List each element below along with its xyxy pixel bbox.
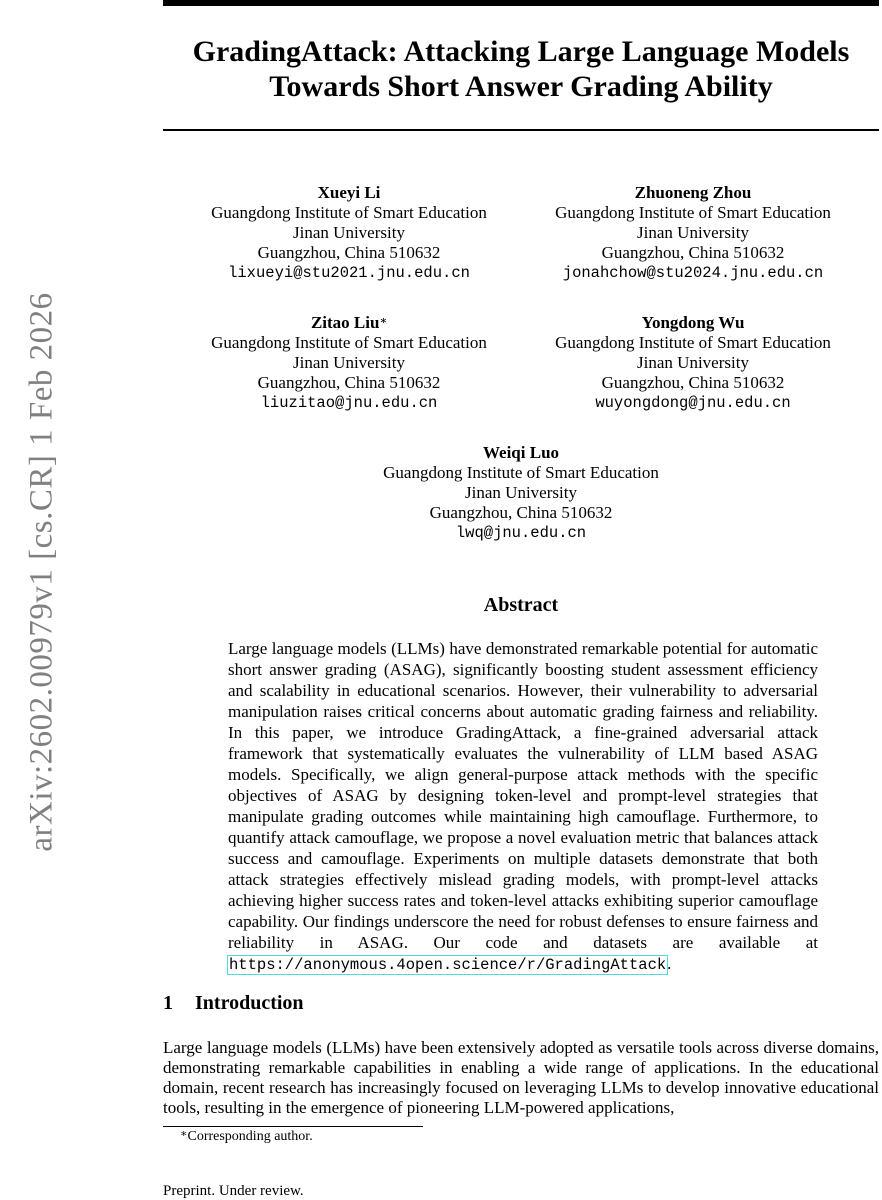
author-city: Guangzhou, China 510632: [601, 373, 785, 392]
author-institute: Guangdong Institute of Smart Education: [211, 203, 487, 222]
author-email: lixueyi@stu2021.jnu.edu.cn: [228, 264, 470, 282]
author-name: Zitao Liu: [310, 313, 380, 332]
author-city: Guangzhou, China 510632: [429, 503, 613, 522]
author-city: Guangzhou, China 510632: [257, 243, 441, 262]
footnote: [180, 1129, 313, 1145]
author-institute: Guangdong Institute of Smart Education: [383, 463, 659, 482]
author-institute: Guangdong Institute of Smart Education: [211, 333, 487, 352]
author-email: liuzitao@jnu.edu.cn: [260, 394, 438, 412]
author-email: wuyongdong@jnu.edu.cn: [595, 394, 791, 412]
author-name: Weiqi Luo: [482, 443, 560, 462]
abstract-text: [228, 638, 818, 976]
paper-title: [163, 34, 879, 104]
footnote-text: Corresponding author.: [187, 1129, 313, 1144]
author-city: Guangzhou, China 510632: [601, 243, 785, 262]
top-rule: [163, 0, 879, 6]
author-name-row: [184, 313, 514, 333]
section-title: Introduction: [195, 992, 304, 1014]
page-footer: Preprint. Under review.: [163, 1183, 304, 1199]
title-line-2: Towards Short Answer Grading Ability: [269, 70, 773, 103]
author-university: Jinan University: [293, 223, 405, 242]
author-university: Jinan University: [637, 353, 749, 372]
introduction-paragraph: Large language models (LLMs) have been extensively adopted as versatile tools across diverse domains, demonstrating remarkable capabilities in enabling a wide range of applications. In the educational domain, recent research has increasingly focused on leveraging LLMs to develop innovative educational tools, resulting in the emergence of pioneering LLM-powered applications,: [163, 1038, 879, 1117]
abstract-end: .: [667, 954, 672, 973]
author-name: Yongdong Wu: [641, 313, 745, 332]
abstract-heading: Abstract: [483, 594, 559, 616]
author-university: Jinan University: [293, 353, 405, 372]
author-institute: Guangdong Institute of Smart Education: [555, 333, 831, 352]
author-email: lwq@jnu.edu.cn: [455, 524, 587, 542]
author-university: Jinan University: [465, 483, 577, 502]
author-city: Guangzhou, China 510632: [257, 373, 441, 392]
code-repository-link[interactable]: https://anonymous.4open.science/r/GradingAttack: [229, 956, 667, 974]
footnote-rule: [163, 1126, 423, 1127]
section-heading-introduction: [163, 992, 304, 1015]
author-block-3: [184, 313, 514, 413]
abstract-paragraph: Large language models (LLMs) have demonstrated remarkable potential for automatic short answer grading (ASAG), significantly boosting student assessment efficiency and scalability in educational scenarios. However, their vulnerability to adversarial manipulation raises critical concerns about automatic grading fairness and reliability. In this paper, we introduce GradingAttack, a fine-grained adversarial attack framework that systematically evaluates the vulnerability of LLM based ASAG models. Specifically, we align general-purpose attack methods with the specific objectives of ASAG by designing token-level and prompt-level strategies that manipulate grading outcomes while maintaining high camouflage. Furthermore, to quantify attack camouflage, we propose a novel evaluation metric that balances attack success and camouflage. Experiments on multiple datasets demonstrate that both attack strategies effectively mislead grading models, with prompt-level attacks achieving higher success rates and token-level attacks exhibiting superior camouflage capability. Our findings underscore the need for robust defenses to ensure fairness and reliability in ASAG. Our code and datasets are available at: [228, 639, 818, 952]
author-name: Zhuoneng Zhou: [634, 183, 752, 202]
author-block-4: [528, 313, 858, 413]
author-institute: Guangdong Institute of Smart Education: [555, 203, 831, 222]
title-bottom-rule: [163, 129, 879, 131]
arxiv-identifier: arXiv:2602.00979v1 [cs.CR] 1 Feb 2026: [23, 292, 60, 852]
section-number: 1: [163, 992, 173, 1014]
author-block-2: [528, 183, 858, 283]
corresponding-mark: ∗: [379, 315, 388, 327]
author-block-5: [356, 443, 686, 543]
author-email: jonahchow@stu2024.jnu.edu.cn: [562, 264, 824, 282]
author-block-1: [184, 183, 514, 283]
title-line-1: GradingAttack: Attacking Large Language Models: [192, 35, 850, 68]
footnote-mark: ∗: [180, 1128, 188, 1140]
author-name: Xueyi Li: [317, 183, 381, 202]
author-university: Jinan University: [637, 223, 749, 242]
